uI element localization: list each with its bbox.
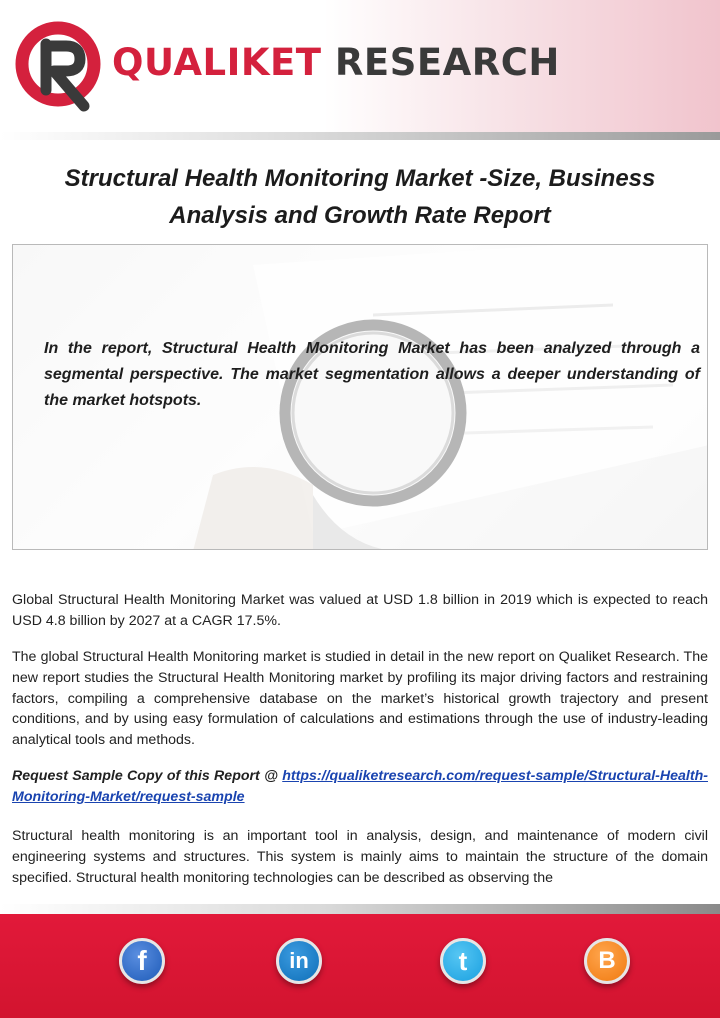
qr-monogram-icon	[14, 20, 106, 112]
request-sample-link[interactable]: https://qualiketresearch.com/request-sample/Structural-Health-Monitoring-Market/request-sample	[12, 768, 708, 805]
twitter-icon: t	[458, 946, 468, 976]
page-title: Structural Health Monitoring Market -Size, Business Analysis and Growth Rate Report	[64, 165, 656, 229]
blogger-icon: B	[598, 947, 616, 974]
image-caption: In the report, Structural Health Monitoring Market has been analyzed through a segmental perspective. The market segmentation allows a deeper understanding of the market hotspots.	[44, 340, 700, 409]
header-banner	[0, 0, 720, 140]
request-sample-label: Request Sample Copy of this Report @	[12, 768, 278, 784]
hero-image	[12, 244, 708, 550]
definition-paragraph: Structural health monitoring is an important tool in analysis, design, and maintenance of modern civil engineering systems and structures. This system is mainly aims to maintain the structure of the domain specified. Structural health monitoring technologies can be described as observing the	[12, 828, 708, 886]
facebook-icon: f	[137, 945, 147, 976]
linkedin-button[interactable]	[276, 938, 322, 984]
twitter-button[interactable]	[440, 938, 486, 984]
market-study-paragraph: The global Structural Health Monitoring market is studied in detail in the new report on Qualiket Research. The new report studies the Structural Health Monitoring market by profiling its major driving factors and restraining factors, compiling a comprehensive database on the market’s historical growth trajectory and present conditions, and by using easy formulation of calculations and estimations through the use of industry-leading analytical tools and methods.	[12, 649, 708, 749]
header-divider	[0, 132, 720, 140]
footer-bar	[0, 914, 720, 1018]
facebook-button[interactable]	[119, 938, 165, 984]
linkedin-icon: in	[289, 948, 309, 973]
market-value-paragraph: Global Structural Health Monitoring Market was valued at USD 1.8 billion in 2019 which is expected to reach USD 4.8 billion by 2027 at a CAGR 17.5%.	[12, 592, 708, 629]
brand-wordmark[interactable]	[112, 41, 560, 84]
brand-word-research: RESEARCH	[334, 41, 560, 84]
brand-word-qualiket: QUALIKET	[112, 41, 322, 84]
request-sample-paragraph	[12, 766, 708, 808]
blogger-button[interactable]	[584, 938, 630, 984]
